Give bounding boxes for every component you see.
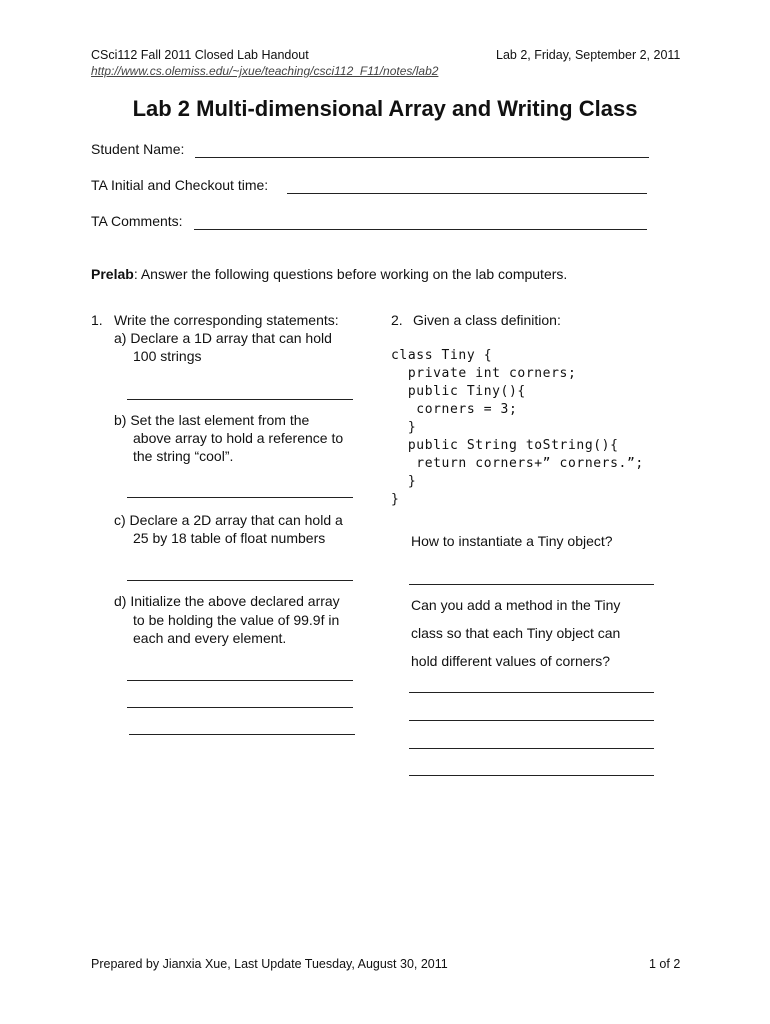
- q1b-line2: above array to hold a reference to: [133, 430, 344, 446]
- q2-instantiate-blank: [409, 584, 654, 585]
- q2-method-blank-3: [409, 748, 654, 749]
- q1a-answer-blank: [127, 399, 353, 400]
- q2-number: 2.: [391, 312, 403, 328]
- q1b-answer-blank: [127, 497, 353, 498]
- code-line: return corners+” corners.”;: [391, 456, 644, 471]
- prelab-text: : Answer the following questions before working on the lab computers.: [133, 266, 568, 282]
- ta-checkout-label: TA Initial and Checkout time:: [91, 177, 269, 193]
- prelab-label: Prelab: [91, 266, 134, 282]
- q2-method-line2: class so that each Tiny object can: [411, 625, 621, 641]
- ta-comments-blank: [194, 229, 647, 230]
- footer-prepared-by: Prepared by Jianxia Xue, Last Update Tuesday, August 30, 2011: [91, 957, 448, 971]
- q1b-line3: the string “cool”.: [133, 448, 234, 464]
- q1-number: 1.: [91, 312, 103, 328]
- q1d-answer-blank-1: [127, 680, 353, 681]
- code-line: }: [391, 420, 417, 435]
- q1d-line1: d) Initialize the above declared array: [114, 593, 340, 609]
- q1d-line3: each and every element.: [133, 630, 287, 646]
- q2-method-line1: Can you add a method in the Tiny: [411, 597, 621, 613]
- q2-method-blank-2: [409, 720, 654, 721]
- q1d-answer-blank-3: [129, 734, 355, 735]
- code-line: }: [391, 474, 417, 489]
- prelab-instruction: [91, 266, 567, 282]
- q1a-line2: 100 strings: [133, 348, 202, 364]
- q2-method-line3: hold different values of corners?: [411, 653, 610, 669]
- q1c-line2: 25 by 18 table of float numbers: [133, 530, 326, 546]
- q1a-line1: a) Declare a 1D array that can hold: [114, 330, 332, 346]
- student-name-label: Student Name:: [91, 141, 185, 157]
- q2-method-blank-1: [409, 692, 654, 693]
- q1c-answer-blank: [127, 580, 353, 581]
- code-line: corners = 3;: [391, 402, 518, 417]
- q2-intro: Given a class definition:: [413, 312, 561, 328]
- q2-instantiate-question: How to instantiate a Tiny object?: [411, 533, 613, 549]
- footer-page-number: 1 of 2: [649, 957, 681, 971]
- q1-intro: Write the corresponding statements:: [114, 312, 339, 328]
- student-name-blank: [195, 157, 649, 158]
- course-url-link[interactable]: http://www.cs.olemiss.edu/~jxue/teaching/csci112_F11/notes/lab2: [91, 64, 439, 78]
- q1d-answer-blank-2: [127, 707, 353, 708]
- q1b-line1: b) Set the last element from the: [114, 412, 310, 428]
- ta-comments-label: TA Comments:: [91, 213, 183, 229]
- q1c-line1: c) Declare a 2D array that can hold a: [114, 512, 343, 528]
- code-line: }: [391, 492, 400, 507]
- code-line: public Tiny(){: [391, 384, 526, 399]
- page-title: Lab 2 Multi-dimensional Array and Writing Class: [132, 96, 638, 121]
- ta-checkout-blank: [287, 193, 647, 194]
- code-line: public String toString(){: [391, 438, 619, 453]
- q1d-line2: to be holding the value of 99.9f in: [133, 612, 340, 628]
- code-line: class Tiny {: [391, 348, 493, 363]
- q2-method-blank-4: [409, 775, 654, 776]
- lab-date-header: Lab 2, Friday, September 2, 2011: [496, 48, 681, 62]
- code-line: private int corners;: [391, 366, 577, 381]
- course-header: CSci112 Fall 2011 Closed Lab Handout: [91, 48, 309, 62]
